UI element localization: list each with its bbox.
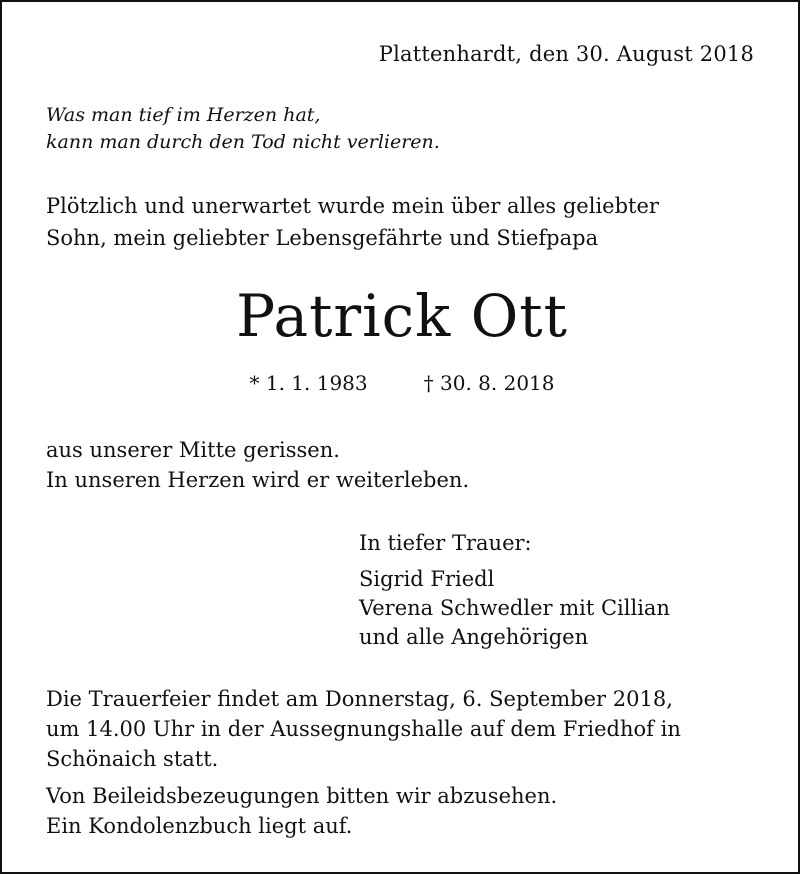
funeral-info [46, 684, 760, 774]
condolence-line: Ein Kondolenzbuch liegt auf. [46, 814, 353, 838]
funeral-line: Schönaich statt. [46, 747, 219, 771]
continuation-line: In unseren Herzen wird er weiterleben. [46, 468, 470, 492]
mourner-name: und alle Angehörigen [359, 625, 589, 649]
funeral-line: Die Trauerfeier findet am Donnerstag, 6. September 2018, [46, 687, 673, 711]
deceased-name: Patrick Ott [236, 282, 568, 350]
death-date: † 30. 8. 2018 [423, 371, 555, 395]
life-dates [2, 371, 800, 395]
mourner-name: Verena Schwedler mit Cillian [359, 596, 670, 620]
place-date: Plattenhardt, den 30. August 2018 [378, 42, 754, 66]
birth-date: * 1. 1. 1983 [249, 371, 368, 395]
mourning-heading: In tiefer Trauer: [359, 531, 532, 555]
condolence-line: Von Beileidsbezeugungen bitten wir abzusehen. [46, 784, 558, 808]
motto-line: kann man durch den Tod nicht verlieren. [46, 131, 440, 153]
mourner-name: Sigrid Friedl [359, 567, 495, 591]
intro-line: Plötzlich und unerwartet wurde mein über alles geliebter [46, 194, 659, 218]
intro-line: Sohn, mein geliebter Lebensgefährte und Stiefpapa [46, 226, 599, 250]
continuation-text [46, 435, 469, 495]
funeral-line: um 14.00 Uhr in der Aussegnungshalle auf dem Friedhof in [46, 717, 681, 741]
mourner-list [359, 565, 670, 652]
motto-quote [46, 102, 440, 156]
intro-text [46, 190, 760, 254]
motto-line: Was man tief im Herzen hat, [46, 104, 321, 126]
continuation-line: aus unserer Mitte gerissen. [46, 438, 340, 462]
condolence-note [46, 781, 557, 841]
